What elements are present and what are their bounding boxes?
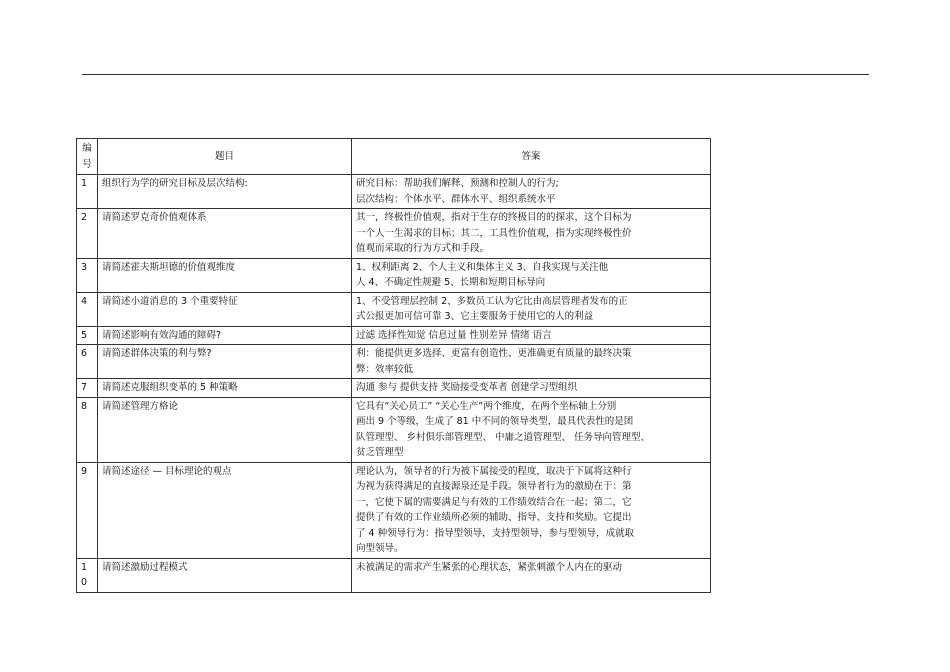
table-row [77, 379, 711, 398]
table-header-row [77, 139, 711, 175]
row-question: 组织行为学的研究目标及层次结构: [98, 175, 352, 209]
row-question: 请简述途径 — 目标理论的观点 [98, 462, 352, 558]
header-question: 题目 [98, 139, 352, 175]
row-question: 请简述霍夫斯坦德的价值观维度 [98, 258, 352, 292]
row-question: 请简述群体决策的利与弊? [98, 345, 352, 379]
row-answer: 未被满足的需求产生紧张的心理状态，紧张刺激个人内在的驱动 [352, 558, 711, 592]
row-answer: 利：能提供更多选择、更富有创造性、更准确更有质量的最终决策 弊：效率较低 [352, 345, 711, 379]
header-number: 编 号 [77, 139, 98, 175]
row-answer: 它具有“关心员工” “关心生产”两个维度，在两个坐标轴上分别 画出 9 个等级，生成了 81 中不同的领导类型，最具代表性的是团 队管理型、 乡村俱乐部管理型、 中庸之道管理型、 任务导向管理型、 贫乏管理型 [352, 397, 711, 462]
table-row [77, 292, 711, 326]
qa-table [76, 138, 711, 593]
row-answer: 1、权利距离 2、个人主义和集体主义 3、自我实现与关注他 人 4、不确定性规避 5、长期和短期目标导向 [352, 258, 711, 292]
table-row [77, 258, 711, 292]
row-answer: 研究目标：帮助我们解释、预测和控制人的行为; 层次结构：个体水平、群体水平、组织系统水平 [352, 175, 711, 209]
table-row [77, 175, 711, 209]
table-row [77, 397, 711, 462]
table-row [77, 558, 711, 592]
header-answer: 答案 [352, 139, 711, 175]
table-row [77, 326, 711, 345]
row-number: 5 [77, 326, 98, 345]
row-answer: 过滤 选择性知觉 信息过量 性别差异 情绪 语言 [352, 326, 711, 345]
row-number: 1 [77, 175, 98, 209]
row-question: 请简述影响有效沟通的障碍? [98, 326, 352, 345]
row-question: 请简述管理方格论 [98, 397, 352, 462]
row-question: 请简述克服组织变革的 5 种策略 [98, 379, 352, 398]
table-row [77, 462, 711, 558]
row-number: 9 [77, 462, 98, 558]
table-row [77, 345, 711, 379]
row-number: 6 [77, 345, 98, 379]
row-question: 请简述小道消息的 3 个重要特征 [98, 292, 352, 326]
row-number: 4 [77, 292, 98, 326]
header-rule [82, 74, 869, 75]
row-answer: 1、不受管理层控制 2、多数员工认为它比由高层管理者发布的正 式公报更加可信可靠 3、它主要服务于使用它的人的利益 [352, 292, 711, 326]
row-question: 请简述激励过程模式 [98, 558, 352, 592]
row-number: 7 [77, 379, 98, 398]
row-number: 8 [77, 397, 98, 462]
row-number: 10 [77, 558, 98, 592]
row-number: 2 [77, 209, 98, 259]
row-number: 3 [77, 258, 98, 292]
row-answer: 沟通 参与 提供支持 奖励接受变革者 创建学习型组织 [352, 379, 711, 398]
row-answer: 理论认为，领导者的行为被下属接受的程度，取决于下属将这种行 为视为获得满足的直接源泉还是手段。领导者行为的激励在于：第 一，它使下属的需要满足与有效的工作绩效结合在一起；第二，它 提供了有效的工作业绩所必须的辅助、指导、支持和奖励。它提出 了 4 种领导行为：指导型领导，支持型领导，参与型领导，成就取 向型领导。 [352, 462, 711, 558]
row-answer: 其一，终极性价值观，指对于生存的终极目的的探求，这个目标为 一个人一生渴求的目标；其二，工具性价值观，指为实现终极性价 值观而采取的行为方式和手段。 [352, 209, 711, 259]
row-question: 请简述罗克奇价值观体系 [98, 209, 352, 259]
table-row [77, 209, 711, 259]
